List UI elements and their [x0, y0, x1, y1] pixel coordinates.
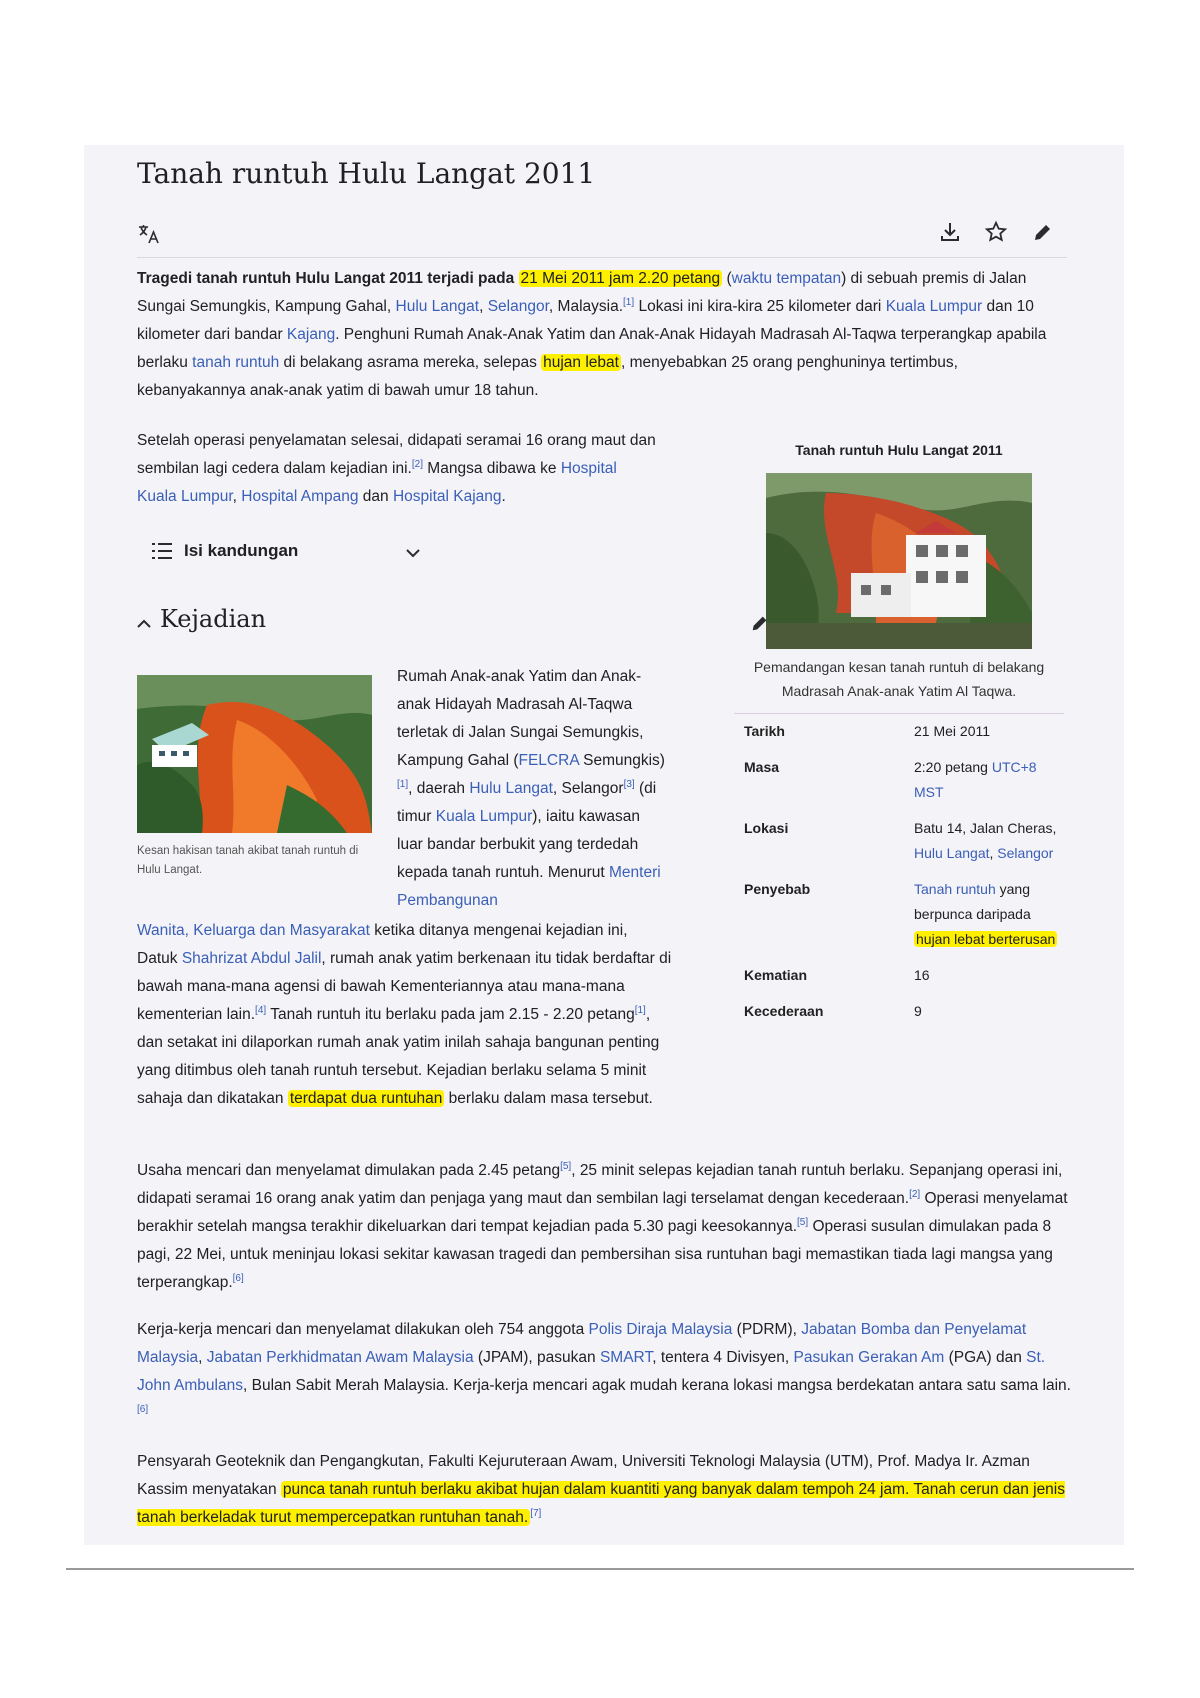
table-of-contents-toggle[interactable]: [137, 527, 437, 577]
infobox-caption: Pemandangan kesan tanah runtuh di belakang Madrasah Anak-anak Yatim Al Taqwa.: [753, 659, 1045, 699]
citation-ref[interactable]: [2]: [411, 459, 423, 470]
infobox-landslide-image[interactable]: [766, 473, 1032, 649]
highlight-hujan-lebat: hujan lebat: [543, 354, 619, 371]
thumbnail-caption: Kesan hakisan tanah akibat tanah runtuh di Hulu Langat.: [137, 845, 359, 876]
link-hulu-langat[interactable]: Hulu Langat: [469, 780, 553, 797]
link-hulu-langat[interactable]: Hulu Langat: [914, 845, 990, 861]
infobox-key: Masa: [744, 759, 780, 775]
link-bomba[interactable]: Jabatan Bomba dan Penyelamat Malaysia: [137, 1321, 1027, 1366]
kejadian-paragraph-part1: Rumah Anak-anak Yatim dan Anak-anak Hidayah Madrasah Al-Taqwa terletak di Jalan Sungai Semungkis, Kampung Gahal (FELCRA Semungkis)[1], daerah Hulu Langat, Selangor[3] (di timur Kuala Lumpur), iaitu kawasan luar bandar berbukit yang terdedah kepada tanah runtuh. Menurut Menteri Pembangunan: [397, 668, 665, 909]
kejadian-paragraph-part2: Wanita, Keluarga dan Masyarakat ketika ditanya mengenai kejadian ini, Datuk Shahrizat Abdul Jalil, rumah anak yatim berkenaan itu tidak berdaftar di bawah mana-mana agensi di bawah Kementeriannya atau mana-mana kementerian lain.[4] Tanah runtuh itu berlaku pada jam 2.15 - 2.20 petang[1], dan setakat ini dilaporkan rumah anak yatim inilah sahaja bangunan penting yang ditimbus oleh tanah runtuh tersebut. Kejadian berlaku selama 5 minit sahaja dan dikatakan terdapat dua runtuhan berlaku dalam masa tersebut.: [137, 922, 672, 1107]
link-utc8[interactable]: UTC+8: [991, 759, 1037, 775]
infobox-value: 16: [914, 967, 930, 983]
citation-ref[interactable]: [2]: [909, 1189, 921, 1200]
highlight-date: 21 Mei 2011 jam 2.20 petang: [520, 270, 721, 287]
citation-ref[interactable]: [1]: [634, 1005, 646, 1016]
highlight-hujan-lebat-berterusan: hujan lebat berterusan: [916, 931, 1056, 947]
link-selangor[interactable]: Selangor: [997, 845, 1054, 861]
toc-label: Isi kandungan: [184, 541, 299, 560]
intro-paragraph: Tragedi tanah runtuh Hulu Langat 2011 terjadi pada 21 Mei 2011 jam 2.20 petang (waktu tempatan) di sebuah premis di Jalan Sungai Semungkis, Kampung Gahal, Hulu Langat, Selangor, Malaysia.[1] Lokasi ini kira-kira 25 kilometer dari Kuala Lumpur dan 10 kilometer dari bandar Kajang. Penghuni Rumah Anak-Anak Yatim dan Anak-Anak Hidayah Madrasah Al-Taqwa terperangkap apabila berlaku tanah runtuh di belakang asrama mereka, selepas hujan lebat , menyebabkan 25 orang penghuninya tertimbus, kebanyakannya anak-anak yatim di bawah umur 18 tahun.: [137, 270, 1047, 399]
landslide-thumbnail-image[interactable]: [137, 675, 372, 833]
citation-ref[interactable]: [3]: [623, 779, 635, 790]
link-kementerian-wanita[interactable]: Wanita, Keluarga dan Masyarakat: [137, 922, 370, 939]
infobox-row: [734, 872, 1064, 958]
citation-ref[interactable]: [7]: [530, 1508, 542, 1519]
link-felcra[interactable]: FELCRA: [518, 752, 579, 769]
infobox-key: Kecederaan: [744, 1003, 824, 1019]
highlight-dua-runtuhan: terdapat dua runtuhan: [289, 1090, 443, 1107]
citation-ref[interactable]: [1]: [397, 779, 409, 790]
citation-ref[interactable]: [4]: [255, 1005, 267, 1016]
translate-icon[interactable]: [137, 223, 161, 245]
infobox-row: [734, 958, 1064, 994]
citation-ref[interactable]: [1]: [623, 297, 635, 308]
infobox-value: 9: [914, 1003, 922, 1019]
citation-ref[interactable]: [5]: [797, 1217, 809, 1228]
download-icon[interactable]: [939, 221, 961, 243]
link-jpam[interactable]: Jabatan Perkhidmatan Awam Malaysia: [206, 1349, 474, 1366]
infobox-value: 21 Mei 2011: [914, 723, 991, 739]
infobox-value: 2:20 petang UTC+8 MST: [914, 759, 1037, 800]
infobox-key: Tarikh: [744, 723, 785, 739]
infobox-title: Tanah runtuh Hulu Langat 2011: [795, 442, 1003, 458]
page-title: Tanah runtuh Hulu Langat 2011: [137, 157, 596, 190]
section-title: Kejadian: [160, 605, 267, 633]
infobox-table: [734, 713, 1064, 1030]
list-icon: [151, 541, 173, 561]
citation-ref[interactable]: [6]: [137, 1404, 149, 1415]
link-hospital-ampang[interactable]: Hospital Ampang: [241, 488, 359, 505]
citation-ref[interactable]: [5]: [560, 1161, 572, 1172]
infobox-value: Tanah runtuh yang berpunca daripada hujan lebat berterusan: [914, 881, 1056, 947]
chevron-down-icon: [405, 547, 421, 559]
link-smart[interactable]: SMART: [599, 1349, 653, 1366]
link-hulu-langat[interactable]: Hulu Langat: [395, 298, 480, 315]
section-heading-kejadian[interactable]: [136, 605, 776, 647]
infobox-value: Batu 14, Jalan Cheras, Hulu Langat, Selangor: [914, 820, 1057, 861]
star-icon[interactable]: [984, 220, 1008, 244]
agencies-paragraph: Kerja-kerja mencari dan menyelamat dilakukan oleh 754 anggota Polis Diraja Malaysia (PDRM), Jabatan Bomba dan Penyelamat Malaysia, Jabatan Perkhidmatan Awam Malaysia (JPAM), pasukan SMART, tentera 4 Divisyen, Pasukan Gerakan Am (PGA) dan St. John Ambulans, Bulan Sabit Merah Malaysia. Kerja-kerja mencari agak mudah kerana lokasi mangsa berdekatan antara satu sama lain.[6]: [137, 1321, 1071, 1415]
link-menteri-pembangunan[interactable]: Menteri Pembangunan: [397, 864, 661, 909]
link-st-john-ambulans[interactable]: St. John Ambulans: [137, 1349, 1046, 1394]
casualties-paragraph: Setelah operasi penyelamatan selesai, didapati seramai 16 orang maut dan sembilan lagi cedera dalam kejadian ini.[2] Mangsa dibawa ke Hospital Kuala Lumpur, Hospital Ampang dan Hospital Kajang.: [137, 432, 656, 505]
infobox-row: [734, 714, 1064, 751]
link-selangor[interactable]: Selangor: [487, 298, 549, 315]
chevron-up-icon: [136, 618, 152, 630]
link-tanah-runtuh[interactable]: tanah runtuh: [192, 354, 280, 371]
link-pdrm[interactable]: Polis Diraja Malaysia: [588, 1321, 733, 1338]
page-toolbar: [137, 217, 1067, 258]
link-waktu-tempatan[interactable]: waktu tempatan: [731, 270, 842, 287]
infobox-row: [734, 750, 1064, 811]
edit-icon[interactable]: [1032, 221, 1054, 243]
link-kuala-lumpur[interactable]: Kuala Lumpur: [435, 808, 533, 825]
link-shahrizat[interactable]: Shahrizat Abdul Jalil: [181, 950, 322, 967]
article-page: [84, 145, 1124, 1545]
infobox: [734, 435, 1064, 1030]
link-mst[interactable]: MST: [914, 784, 944, 800]
cause-paragraph: Pensyarah Geoteknik dan Pengangkutan, Fakulti Kejuruteraan Awam, Universiti Teknologi Malaysia (UTM), Prof. Madya Ir. Azman Kassim menyatakan punca tanah runtuh berlaku akibat hujan dalam kuantiti yang banyak dalam tempoh 24 jam. Tanah cerun dan jenis tanah berkeladak turut mempercepatkan runtuhan tanah. [7]: [137, 1453, 1065, 1526]
highlight-punca: punca tanah runtuh berlaku akibat hujan dalam kuantiti yang banyak dalam tempoh 24 jam. Tanah cerun dan jenis tanah berkeladak turut mempercepatkan runtuhan tanah.: [137, 1481, 1065, 1526]
link-hospital-kajang[interactable]: Hospital Kajang: [392, 488, 502, 505]
infobox-key: Kematian: [744, 967, 808, 983]
infobox-key: Lokasi: [744, 820, 789, 836]
link-pga[interactable]: Pasukan Gerakan Am: [793, 1349, 945, 1366]
link-tanah-runtuh[interactable]: Tanah runtuh: [914, 881, 996, 897]
page-divider: [66, 1568, 1134, 1570]
infobox-key: Penyebab: [744, 881, 811, 897]
rescue-paragraph: Usaha mencari dan menyelamat dimulakan pada 2.45 petang[5], 25 minit selepas kejadian tanah runtuh berlaku. Sepanjang operasi ini, didapati seramai 16 orang anak yatim dan penjaga yang maut dan sembilan lagi terselamat dengan kecederaan.[2] Operasi menyelamat berakhir setelah mangsa terakhir dikeluarkan dari tempat kejadian pada 5.30 pagi keesokannya.[5] Operasi susulan dimulakan pada 8 pagi, 22 Mei, untuk meninjau lokasi sekitar kawasan tragedi dan pembersihan sisa runtuhan bagi memastikan tiada lagi mangsa yang terperangkap.[6]: [137, 1161, 1068, 1291]
infobox-row: [734, 811, 1064, 872]
link-kuala-lumpur[interactable]: Kuala Lumpur: [885, 298, 983, 315]
link-hospital-kuala-lumpur[interactable]: Hospital Kuala Lumpur: [137, 460, 617, 505]
citation-ref[interactable]: [6]: [232, 1273, 244, 1284]
infobox-row: [734, 994, 1064, 1030]
link-kajang[interactable]: Kajang: [286, 326, 336, 343]
